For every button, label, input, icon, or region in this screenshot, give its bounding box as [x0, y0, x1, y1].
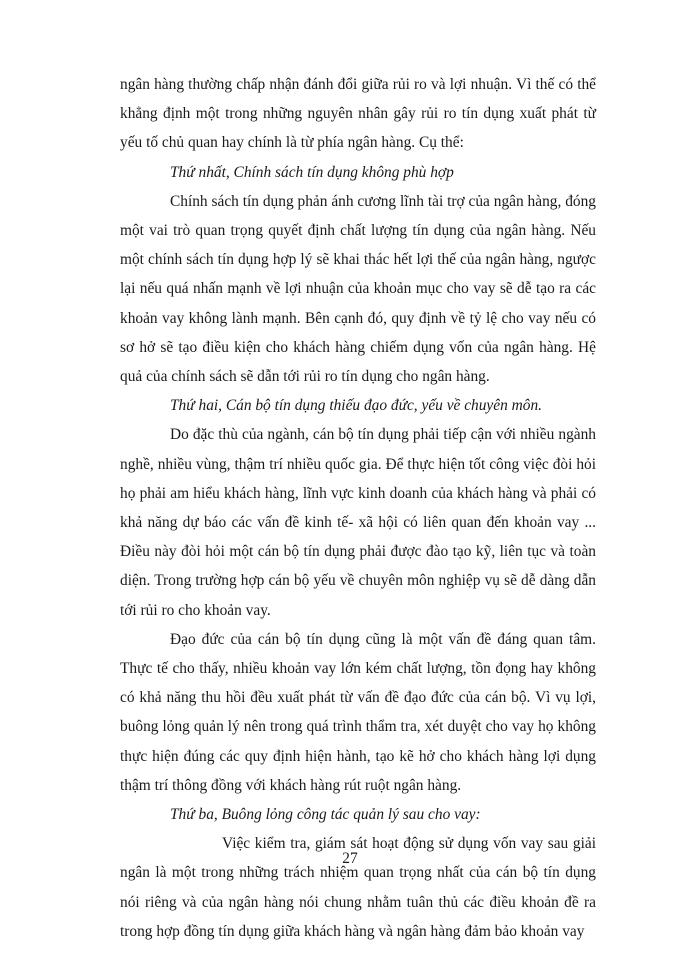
paragraph-continuation: ngân hàng thường chấp nhận đánh đổi giữa rủi ro và lợi nhuận. Vì thế có thể khẳng định một trong những nguyên nhân gây rủi ro tín dụng xuất phát từ yếu tố chủ quan hay chính là từ phía ngân hàng. Cụ thể: — [120, 76, 596, 152]
document-body — [120, 70, 596, 946]
paragraph-credit-policy: Chính sách tín dụng phản ánh cương lĩnh tài trợ của ngân hàng, đóng một vai trò quan trọng quyết định chất lượng tín dụng của ngân hàng. Nếu một chính sách tín dụng hợp lý sẽ khai thác hết lợi thế của ngân hàng, ngược lại nếu quá nhấn mạnh về lợi nhuận của khoản mục cho vay sẽ dễ tạo ra các khoản vay không lành mạnh. Bên cạnh đó, quy định về tỷ lệ cho vay nếu có sơ hở sẽ tạo điều kiện cho khách hàng chiếm dụng vốn của ngân hàng. Hệ quả của chính sách sẽ dẫn tới rủi ro tín dụng cho ngân hàng. — [120, 192, 596, 386]
heading-first-reason: Thứ nhất, Chính sách tín dụng không phù hợp — [170, 163, 454, 181]
heading-second-reason: Thứ hai, Cán bộ tín dụng thiếu đạo đức, yếu về chuyên môn. — [170, 397, 542, 415]
page-number: 27 — [342, 850, 358, 867]
paragraph-credit-officer-skills: Do đặc thù của ngành, cán bộ tín dụng phải tiếp cận với nhiều ngành nghề, nhiều vùng, thậm trí nhiều quốc gia. Để thực hiện tốt công việc đòi hỏi họ phải am hiểu khách hàng, lĩnh vực kinh doanh của khách hàng và phải có khả năng dự báo các vấn đề kinh tế- xã hội có liên quan đến khoản vay ... Điều này đòi hỏi một cán bộ tín dụng phải được đào tạo kỹ, liên tục và toàn diện. Trong trường hợp cán bộ yếu về chuyên môn nghiệp vụ sẽ dễ dàng dẫn tới rủi ro cho khoản vay. — [120, 426, 596, 619]
heading-third-reason: Thứ ba, Buông lỏng công tác quản lý sau cho vay: — [170, 806, 481, 824]
paragraph-credit-officer-ethics: Đạo đức của cán bộ tín dụng cũng là một vấn đề đáng quan tâm. Thực tế cho thấy, nhiều khoản vay lớn kém chất lượng, tồn đọng hay không có khả năng thu hồi đều xuất phát từ vấn đề đạo đức của cán bộ. Vì vụ lợi, buông lỏng quản lý nên trong quá trình thẩm tra, xét duyệt cho vay họ không thực hiện đúng các quy định hiện hành, tạo kẽ hở cho khách hàng lợi dụng thậm trí thông đồng với khách hàng rút ruột ngân hàng. — [120, 630, 596, 794]
paragraph-post-loan-monitoring: Việc kiểm tra, giám sát hoạt động sử dụng vốn vay sau giải ngân là một trong những trách nhiệm quan trọng nhất của cán bộ tín dụng nói riêng và của ngân hàng nói chung nhằm tuân thủ các điều khoản đề ra trong hợp đồng tín dụng giữa khách hàng và ngân hàng đảm bảo khoản vay — [120, 835, 596, 940]
